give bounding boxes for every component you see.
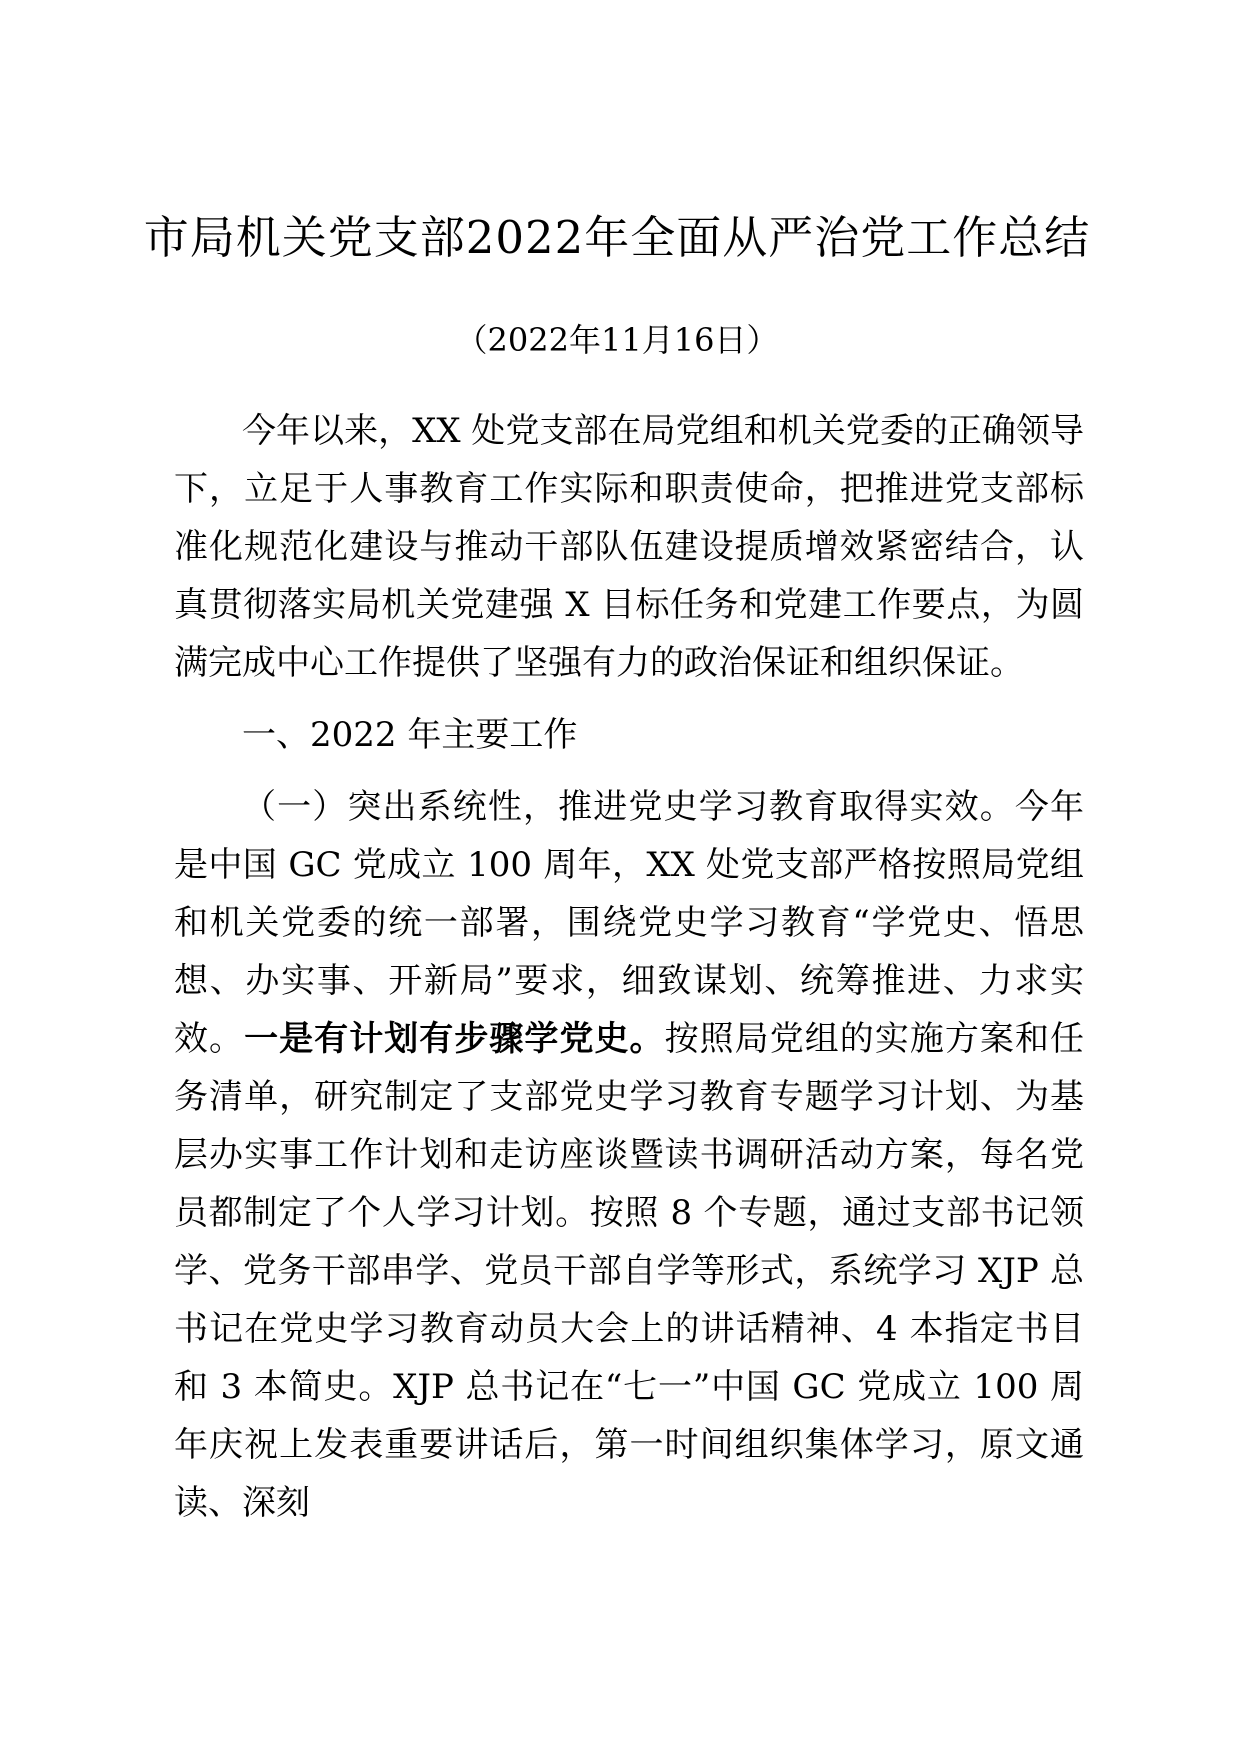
document-body [174, 402, 1084, 1532]
intro-paragraph: 今年以来，XX 处党支部在局党组和机关党委的正确领导下，立足于人事教育工作实际和职责使命，把推进党支部标准化规范化建设与推动干部队伍建设提质增效紧密结合，认真贯彻落实局机关党建强 X 目标任务和党建工作要点，为圆满完成中心工作提供了坚强有力的政治保证和组织保证。 [174, 411, 1084, 683]
document-title: 市局机关党支部2022年全面从严治党工作总结 [143, 211, 1091, 264]
bold-lead-text: 一是有计划有步骤学党史。 [244, 1019, 665, 1059]
section-paragraph-text: （一）突出系统性，推进党史学习教育取得实效。今年是中国 GC 党成立 100 周年，XX 处党支部严格按照局党组和机关党委的统一部署，围绕党史学习教育“学党史、悟思想、办实事、开新局”要求，细致谋划、统筹推进、力求实效。 [174, 787, 1084, 1059]
section-paragraph [174, 778, 1084, 1532]
document-date: （2022年11月16日） [455, 321, 779, 359]
continuation-text: 按照局党组的实施方案和任务清单，研究制定了支部党史学习教育专题学习计划、为基层办实事工作计划和走访座谈暨读书调研活动方案，每名党员都制定了个人学习计划。按照 8 个专题，通过支部书记领学、党务干部串学、党员干部自学等形式，系统学习 XJP 总书记在党史学习教育动员大会上的讲话精神、4 本指定书目和 3 本简史。XJP 总书记在“七一”中国 GC 党成立 100 周年庆祝上发表重要讲话后，第一时间组织集体学习，原文通读、深刻 [174, 1019, 1085, 1523]
section-heading: 一、2022 年主要工作 [242, 715, 578, 755]
